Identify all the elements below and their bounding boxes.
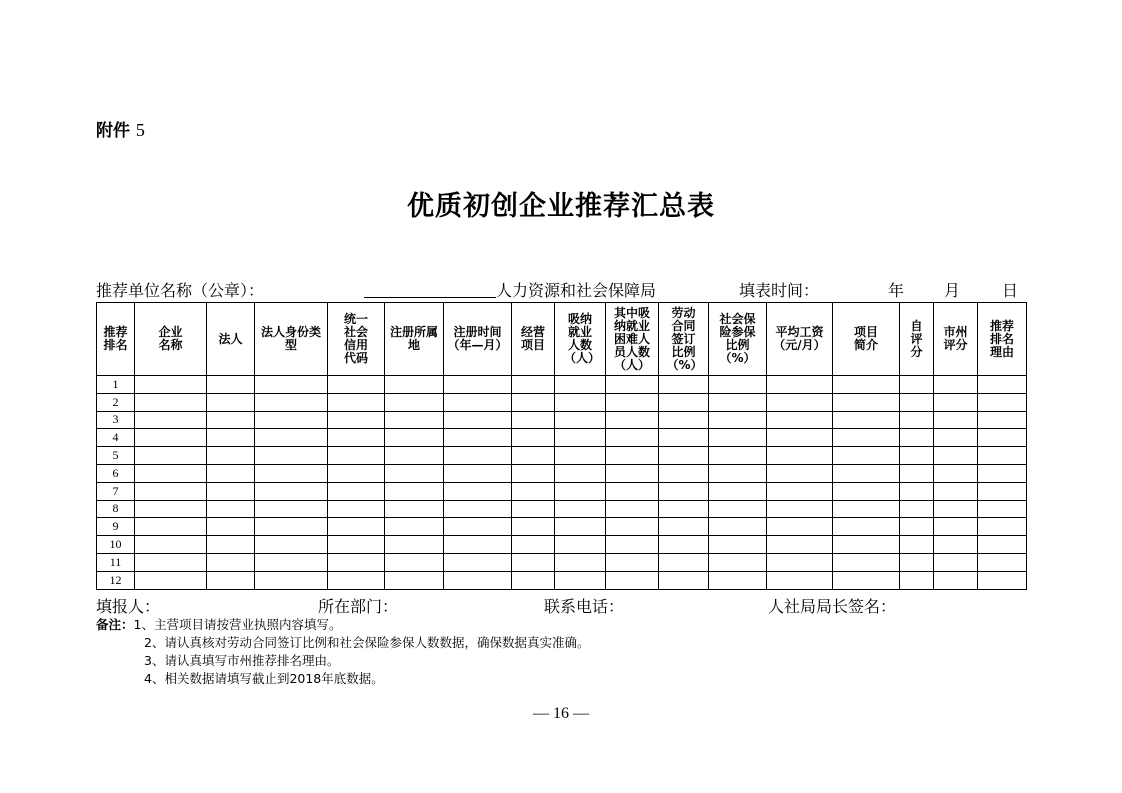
table-cell[interactable] [659,482,709,500]
header-business-items: 经营项目 [512,303,555,376]
table-cell[interactable] [900,376,934,394]
table-cell[interactable] [659,411,709,429]
table-cell[interactable] [512,536,555,554]
table-cell[interactable] [606,393,659,411]
table-cell[interactable] [978,447,1027,465]
table-cell[interactable] [512,518,555,536]
table-cell[interactable] [833,536,900,554]
table-cell[interactable] [833,553,900,571]
table-cell[interactable] [512,571,555,589]
table-row [97,464,1027,482]
table-cell[interactable] [135,553,207,571]
table-cell[interactable] [709,518,767,536]
note-item: 4、相关数据请填写截止到2018年底数据。 [144,671,384,686]
table-cell[interactable] [709,447,767,465]
table-cell[interactable] [978,518,1027,536]
header-average-salary: 平均工资（元/月） [767,303,833,376]
table-cell[interactable] [978,553,1027,571]
header-rank: 推荐排名 [97,303,135,376]
table-cell[interactable] [659,376,709,394]
unit-label: 推荐单位名称（公章）： [96,281,265,300]
table-cell[interactable] [555,393,606,411]
table-cell[interactable] [512,500,555,518]
header-legal-person-type: 法人身份类型 [255,303,328,376]
table-cell[interactable] [934,536,978,554]
notes-label: 备注： [96,617,134,632]
note-line-1 [96,616,589,634]
table-cell[interactable] [328,429,385,447]
table-cell[interactable] [444,429,512,447]
table-cell[interactable] [659,393,709,411]
table-cell[interactable] [512,482,555,500]
table-cell[interactable] [385,376,444,394]
table-cell[interactable] [328,411,385,429]
table-cell[interactable] [767,393,833,411]
row-number: 8 [97,500,135,518]
header-rank-reason: 推荐排名理由 [978,303,1027,376]
table-cell[interactable] [255,411,328,429]
table-cell[interactable] [135,429,207,447]
row-number: 7 [97,482,135,500]
header-insurance-ratio: 社会保险参保比例（%） [709,303,767,376]
table-cell[interactable] [444,536,512,554]
table-body [97,376,1027,590]
table-cell[interactable] [135,411,207,429]
table-cell[interactable] [444,393,512,411]
header-company-name: 企业名称 [135,303,207,376]
table-cell[interactable] [767,536,833,554]
table-row [97,536,1027,554]
header-legal-person: 法人 [207,303,255,376]
table-cell[interactable] [659,464,709,482]
table-cell[interactable] [207,376,255,394]
table-cell[interactable] [255,500,328,518]
table-cell[interactable] [328,393,385,411]
table-cell[interactable] [833,447,900,465]
table-cell[interactable] [900,464,934,482]
table-cell[interactable] [934,464,978,482]
unit-value: 人力资源和社会保障局 [496,281,657,300]
table-cell[interactable] [328,571,385,589]
table-cell[interactable] [659,429,709,447]
table-cell[interactable] [135,518,207,536]
note-line-4 [96,670,589,688]
table-cell[interactable] [512,393,555,411]
header-project-summary: 项目简介 [833,303,900,376]
table-cell[interactable] [709,553,767,571]
row-number: 6 [97,464,135,482]
table-cell[interactable] [555,518,606,536]
table-cell[interactable] [555,447,606,465]
table-row [97,553,1027,571]
page-number: — 16 — [533,705,589,722]
table-cell[interactable] [328,376,385,394]
table-cell[interactable] [833,411,900,429]
table-cell[interactable] [385,464,444,482]
recommendation-table [96,302,1027,590]
table-cell[interactable] [978,393,1027,411]
table-cell[interactable] [934,518,978,536]
table-cell[interactable] [606,553,659,571]
table-cell[interactable] [328,518,385,536]
table-cell[interactable] [255,447,328,465]
table-cell[interactable] [606,429,659,447]
filler-label: 填报人： [96,597,161,616]
table-cell[interactable] [833,429,900,447]
table-cell[interactable] [444,447,512,465]
table-cell[interactable] [444,376,512,394]
table-cell[interactable] [255,429,328,447]
table-cell[interactable] [606,500,659,518]
table-cell[interactable] [207,482,255,500]
form-footer [96,594,1026,616]
table-cell[interactable] [512,376,555,394]
table-cell[interactable] [978,500,1027,518]
table-cell[interactable] [659,536,709,554]
table-cell[interactable] [555,429,606,447]
table-cell[interactable] [900,553,934,571]
table-row [97,376,1027,394]
table-cell[interactable] [135,393,207,411]
table-cell[interactable] [978,411,1027,429]
table-cell[interactable] [135,464,207,482]
table-cell[interactable] [934,553,978,571]
attachment-number: 5 [135,120,145,140]
table-header-row [97,303,1027,376]
table-cell[interactable] [385,553,444,571]
note-item: 1、主营项目请按营业执照内容填写。 [133,617,342,632]
table-cell[interactable] [709,429,767,447]
table-cell[interactable] [555,482,606,500]
notes-section [96,616,589,688]
table-cell[interactable] [833,500,900,518]
year-label: 年 [888,281,905,300]
table-cell[interactable] [659,447,709,465]
table-row [97,429,1027,447]
table-cell[interactable] [606,447,659,465]
table-cell[interactable] [659,500,709,518]
table-cell[interactable] [978,464,1027,482]
table-cell[interactable] [767,482,833,500]
table-cell[interactable] [255,393,328,411]
table-cell[interactable] [900,482,934,500]
table-cell[interactable] [978,571,1027,589]
table-cell[interactable] [709,464,767,482]
header-registration-date: 注册时间（年—月） [444,303,512,376]
row-number: 10 [97,536,135,554]
table-cell[interactable] [659,571,709,589]
table-cell[interactable] [328,464,385,482]
table-cell[interactable] [207,553,255,571]
table-cell[interactable] [709,536,767,554]
table-cell[interactable] [207,411,255,429]
table-cell[interactable] [328,482,385,500]
table-cell[interactable] [606,376,659,394]
table-cell[interactable] [900,447,934,465]
table-row [97,500,1027,518]
table-cell[interactable] [135,536,207,554]
table-cell[interactable] [512,464,555,482]
row-number: 11 [97,553,135,571]
table-cell[interactable] [385,447,444,465]
table-cell[interactable] [555,571,606,589]
table-cell[interactable] [934,429,978,447]
table-cell[interactable] [833,518,900,536]
table-cell[interactable] [207,393,255,411]
table-cell[interactable] [978,429,1027,447]
table-cell[interactable] [978,482,1027,500]
table-row [97,571,1027,589]
table-cell[interactable] [444,553,512,571]
header-self-score: 自评分 [900,303,934,376]
table-cell[interactable] [255,518,328,536]
department-label: 所在部门： [318,597,399,616]
table-cell[interactable] [135,500,207,518]
table-cell[interactable] [709,571,767,589]
table-cell[interactable] [385,500,444,518]
table-cell[interactable] [767,429,833,447]
table-cell[interactable] [767,376,833,394]
table-cell[interactable] [555,536,606,554]
header-city-score: 市州评分 [934,303,978,376]
table-cell[interactable] [555,411,606,429]
date-label: 填表时间： [739,281,820,300]
attachment-label [96,116,145,141]
table-cell[interactable] [328,536,385,554]
table-cell[interactable] [207,447,255,465]
table-cell[interactable] [900,571,934,589]
table-cell[interactable] [444,482,512,500]
table-cell[interactable] [328,553,385,571]
table-cell[interactable] [207,518,255,536]
header-credit-code: 统一社会信用代码 [328,303,385,376]
table-cell[interactable] [767,411,833,429]
table-cell[interactable] [833,376,900,394]
table-cell[interactable] [606,464,659,482]
table-cell[interactable] [606,518,659,536]
table-cell[interactable] [385,536,444,554]
unit-name-blank[interactable] [364,297,496,298]
table-cell[interactable] [659,553,709,571]
table-cell[interactable] [385,482,444,500]
table-cell[interactable] [900,536,934,554]
table-cell[interactable] [444,411,512,429]
table-cell[interactable] [934,447,978,465]
table-cell[interactable] [512,447,555,465]
table-cell[interactable] [255,553,328,571]
table-cell[interactable] [207,429,255,447]
table-cell[interactable] [709,482,767,500]
table-cell[interactable] [709,500,767,518]
table-cell[interactable] [900,429,934,447]
table-cell[interactable] [328,447,385,465]
table-cell[interactable] [900,393,934,411]
table-cell[interactable] [555,464,606,482]
table-cell[interactable] [934,482,978,500]
table-cell[interactable] [767,500,833,518]
table-cell[interactable] [606,411,659,429]
table-cell[interactable] [444,518,512,536]
table-cell[interactable] [606,482,659,500]
table-cell[interactable] [900,411,934,429]
table-cell[interactable] [978,376,1027,394]
table-cell[interactable] [606,536,659,554]
table-cell[interactable] [135,571,207,589]
table-cell[interactable] [385,393,444,411]
table-cell[interactable] [767,571,833,589]
table-cell[interactable] [709,411,767,429]
row-number: 12 [97,571,135,589]
table-cell[interactable] [659,518,709,536]
table-cell[interactable] [385,518,444,536]
table-cell[interactable] [833,482,900,500]
month-label: 月 [944,281,961,300]
attachment-text: 附件 [96,121,130,141]
row-number: 5 [97,447,135,465]
table-cell[interactable] [255,376,328,394]
table-row [97,447,1027,465]
table-cell[interactable] [900,500,934,518]
header-difficult-employees: 其中吸纳就业困难人员人数（人） [606,303,659,376]
row-number: 1 [97,376,135,394]
table-cell[interactable] [207,536,255,554]
table-cell[interactable] [767,447,833,465]
note-item: 2、请认真核对劳动合同签订比例和社会保险参保人数数据，确保数据真实准确。 [144,635,590,650]
table-cell[interactable] [606,571,659,589]
table-cell[interactable] [978,536,1027,554]
table-cell[interactable] [833,393,900,411]
table-row [97,518,1027,536]
table-cell[interactable] [135,482,207,500]
table-cell[interactable] [767,464,833,482]
table-cell[interactable] [255,536,328,554]
table-cell[interactable] [900,518,934,536]
table-cell[interactable] [207,571,255,589]
table-cell[interactable] [833,571,900,589]
table-cell[interactable] [385,429,444,447]
table-cell[interactable] [207,464,255,482]
table-cell[interactable] [207,500,255,518]
table-cell[interactable] [833,464,900,482]
day-label: 日 [1002,281,1019,300]
table-cell[interactable] [135,376,207,394]
table-cell[interactable] [135,447,207,465]
table-cell[interactable] [385,411,444,429]
table-cell[interactable] [555,553,606,571]
table-cell[interactable] [709,376,767,394]
table-row [97,393,1027,411]
table-cell[interactable] [255,464,328,482]
header-contract-ratio: 劳动合同签订比例（%） [659,303,709,376]
table-cell[interactable] [934,500,978,518]
table-cell[interactable] [709,393,767,411]
table-cell[interactable] [934,393,978,411]
note-item: 3、请认真填写市州推荐排名理由。 [144,653,340,668]
table-row [97,482,1027,500]
table-cell[interactable] [255,482,328,500]
table-cell[interactable] [328,500,385,518]
row-number: 3 [97,411,135,429]
table-row [97,411,1027,429]
table-cell[interactable] [385,571,444,589]
table-cell[interactable] [444,571,512,589]
unit-info-line [96,276,1026,300]
phone-label: 联系电话： [544,597,625,616]
table-cell[interactable] [934,571,978,589]
row-number: 4 [97,429,135,447]
table-cell[interactable] [934,376,978,394]
table-cell[interactable] [512,411,555,429]
table-cell[interactable] [512,429,555,447]
row-number: 2 [97,393,135,411]
header-registration-place: 注册所属地 [385,303,444,376]
table-cell[interactable] [934,411,978,429]
table-cell[interactable] [444,464,512,482]
header-employees-absorbed: 吸纳就业人数（人） [555,303,606,376]
director-signature-label: 人社局局长签名： [768,597,897,616]
table-cell[interactable] [255,571,328,589]
table-cell[interactable] [555,376,606,394]
row-number: 9 [97,518,135,536]
table-cell[interactable] [767,518,833,536]
table-cell[interactable] [767,553,833,571]
page-title: 优质初创企业推荐汇总表 [407,191,715,222]
table-cell[interactable] [555,500,606,518]
table-cell[interactable] [444,500,512,518]
note-line-2 [96,634,589,652]
note-line-3 [96,652,589,670]
table-cell[interactable] [512,553,555,571]
